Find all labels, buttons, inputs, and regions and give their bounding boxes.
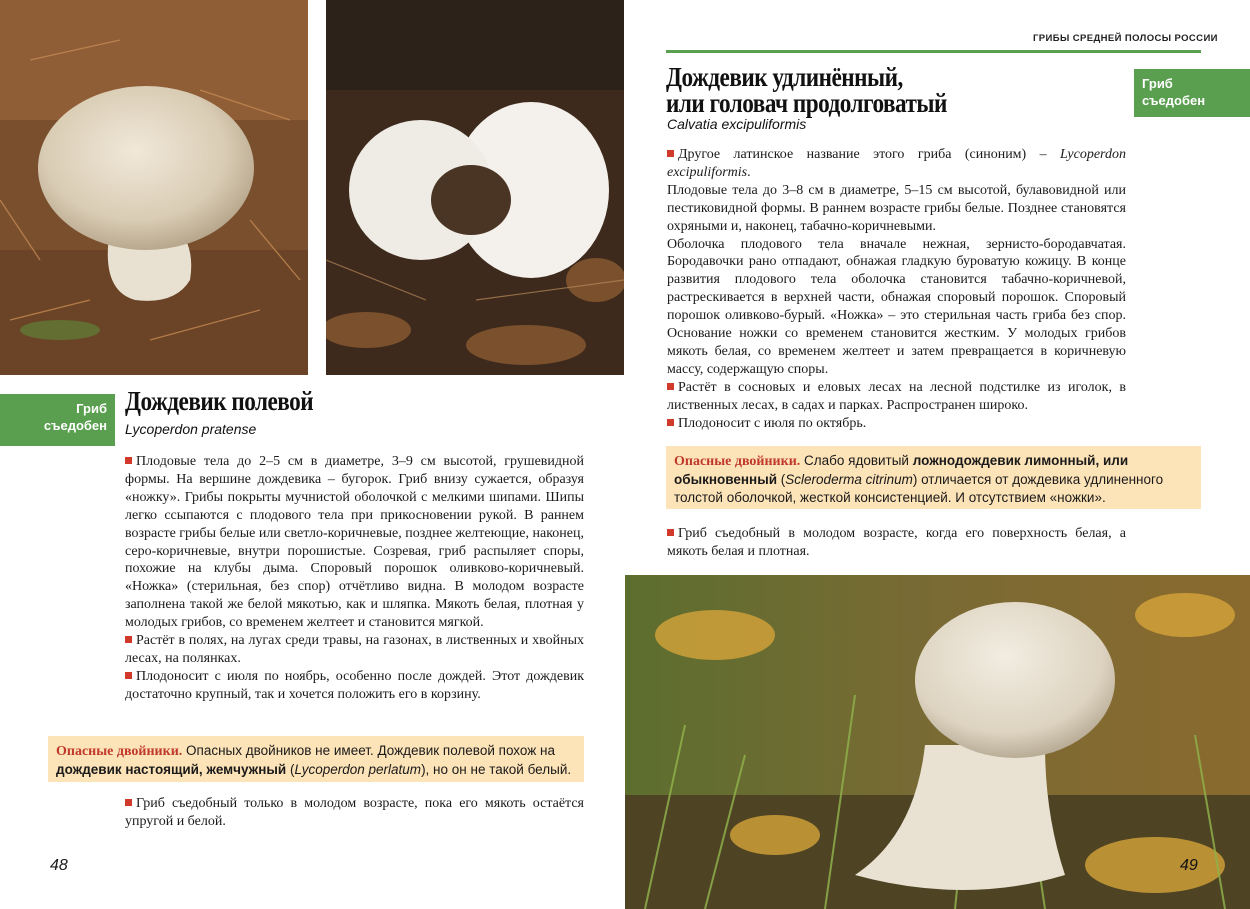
- bullet-square-icon: [125, 457, 132, 464]
- description-right: [667, 146, 1126, 433]
- dangerous-lookalikes-left: Опасные двойники. Опасных двойников не имеет. Дождевик полевой похож на дождевик настоящий, жемчужный (Lycoperdon perlatum), но он не такой белый.: [48, 736, 584, 782]
- species-title-text: Дождевик полевой: [125, 386, 314, 416]
- species-title-left: [125, 388, 313, 414]
- photo-field-puffball-1: [0, 0, 308, 375]
- paragraph: Растёт в сосновых и еловых лесах на лесной подстилке из иголок, в лиственных лесах, в садах и парках. Распространен широко.: [667, 379, 1126, 413]
- bullet-square-icon: [125, 672, 132, 679]
- warning-label: Опасные двойники.: [56, 744, 183, 759]
- final-note-right: [667, 525, 1126, 561]
- paragraph: Гриб съедобный только в молодом возрасте, пока его мякоть остаётся упругой и белой.: [125, 796, 584, 829]
- edible-tag-line-2: съедобен: [1142, 93, 1206, 108]
- page-number-right: 49: [1180, 857, 1198, 874]
- description-left: [125, 453, 584, 704]
- species-title-line-1: Дождевик удлинённый,: [666, 62, 903, 92]
- edible-tag-line-1: Гриб: [76, 401, 107, 416]
- paragraph: Плодовые тела до 2–5 см в диаметре, 3–9 см высотой, грушевидной формы. На вершине дождевика – бугорок. Гриб внизу сужается, образуя «ножку». Грибы покрыты мучнистой оболочкой с мелкими шипами. Шипы легко ссыпаются с плодового тела при прикосновении рукой. В раннем возрасте грибы белые или светло-коричневые, позднее желтеющие, наконец, серо-коричневые, внутри порошистые. Созревая, гриб распыляет споры, похожие на клубы дыма. Споровый порошок оливково-коричневый. «Ножка» (стерильная, без спор) отчётливо видна. В молодом возрасте заполнена такой же белой мякотью, как и шляпка. Мякоть белая, плотная у молодых грибов, со временем желтеет и становится мягкой.: [125, 454, 585, 631]
- edible-tag-right: [1134, 69, 1250, 117]
- bullet-square-icon: [125, 799, 132, 806]
- paragraph: Плодовые тела до 3–8 см в диаметре, 5–15 см высотой, булавовидной или пестиковидной формы. В раннем возрасте грибы белые. Позднее становятся охряными и, наконец, табачно-коричневыми.: [667, 182, 1126, 234]
- bullet-square-icon: [667, 529, 674, 536]
- page-number-left: 48: [50, 857, 68, 874]
- latin-name-right: Calvatia excipuliformis: [667, 116, 807, 132]
- paragraph: Другое латинское название этого гриба (синоним) – Lycoperdon excipuliformis.: [667, 147, 1126, 180]
- final-note-left: [125, 795, 584, 831]
- bullet-square-icon: [667, 150, 674, 157]
- warning-label: Опасные двойники.: [674, 454, 801, 469]
- bullet-square-icon: [125, 636, 132, 643]
- running-header: ГРИБЫ СРЕДНЕЙ ПОЛОСЫ РОССИИ: [1033, 33, 1218, 44]
- paragraph: Гриб съедобный в молодом возрасте, когда его поверхность белая, а мякоть белая и плотная.: [667, 526, 1126, 559]
- edible-tag-line-1: Гриб: [1142, 76, 1173, 91]
- photo-field-puffball-2: [326, 0, 624, 375]
- species-title-line-2: или головач продолговатый: [666, 88, 947, 118]
- paragraph: Плодоносит с июля по ноябрь, особенно после дождей. Этот дождевик достаточно крупный, так и хочется положить его в корзину.: [125, 668, 584, 702]
- photo-calvatia: [625, 575, 1250, 909]
- dangerous-lookalikes-right: Опасные двойники. Слабо ядовитый ложнодождевик лимонный, или обыкновенный (Scleroderma citrinum) отличается от дождевика удлиненного толстой оболочкой, жесткой консистенцией. И отсутствием «ножки».: [666, 446, 1201, 509]
- paragraph: Растёт в полях, на лугах среди травы, на газонах, в лиственных и хвойных лесах, на полянках.: [125, 633, 584, 666]
- species-title-right: [666, 64, 947, 116]
- bullet-square-icon: [667, 383, 674, 390]
- latin-name-left: Lycoperdon pratense: [125, 421, 257, 437]
- edible-tag-left: [0, 394, 115, 446]
- edible-tag-line-2: съедобен: [43, 418, 107, 433]
- paragraph: Плодоносит с июля по октябрь.: [667, 415, 1126, 433]
- paragraph: Оболочка плодового тела вначале нежная, зернисто-бородавчатая. Бородавочки рано отпадают, обнажая гладкую буроватую кожицу. В конце развития плодового тела оболочка становится табачно-коричневой, растрескивается в верхней части, обнажая споровый порошок. Споровый порошок оливково-бурый. «Ножка» – это стерильная часть гриба без спор. Основание ножки со временем становится жестким. У молодых грибов мякоть белая, со временем желтеет и затем превращается в коричневую массу, содержащую споры.: [667, 236, 1126, 377]
- header-rule: [666, 50, 1201, 53]
- bullet-square-icon: [667, 419, 674, 426]
